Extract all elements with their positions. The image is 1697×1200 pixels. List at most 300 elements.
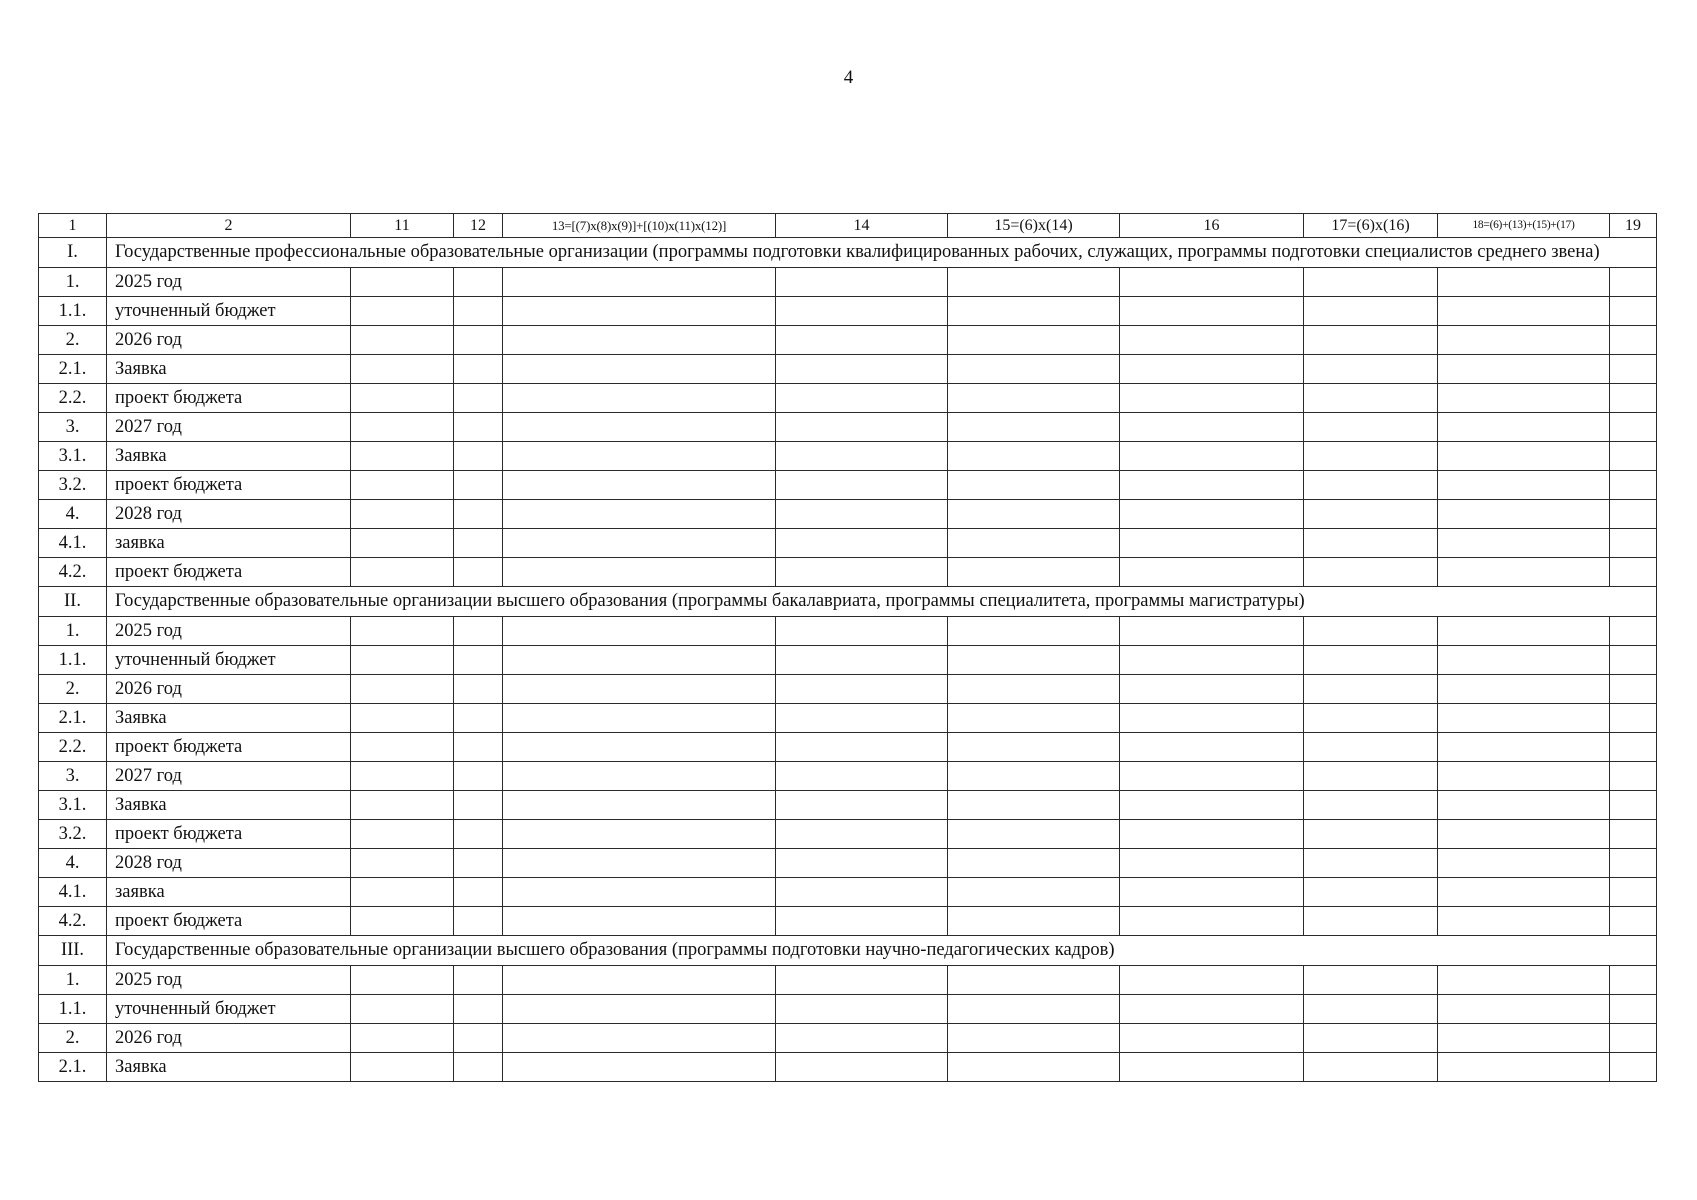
value-cell xyxy=(776,297,948,326)
value-cell xyxy=(454,413,503,442)
value-cell xyxy=(1120,675,1304,704)
table-header xyxy=(39,214,1657,238)
value-cell xyxy=(948,646,1120,675)
value-cell xyxy=(454,529,503,558)
row-label: проект бюджета xyxy=(107,384,351,413)
value-cell xyxy=(1438,878,1610,907)
value-cell xyxy=(503,966,776,995)
value-cell xyxy=(1304,617,1438,646)
value-cell xyxy=(351,820,454,849)
value-cell xyxy=(1610,384,1657,413)
table-row xyxy=(39,355,1657,384)
value-cell xyxy=(503,326,776,355)
value-cell xyxy=(948,471,1120,500)
value-cell xyxy=(454,1024,503,1053)
column-header: 14 xyxy=(776,214,948,238)
value-cell xyxy=(1304,966,1438,995)
value-cell xyxy=(948,442,1120,471)
value-cell xyxy=(351,704,454,733)
column-header: 16 xyxy=(1120,214,1304,238)
value-cell xyxy=(1610,704,1657,733)
value-cell xyxy=(948,355,1120,384)
value-cell xyxy=(1438,268,1610,297)
value-cell xyxy=(503,384,776,413)
value-cell xyxy=(1120,704,1304,733)
page-number: 4 xyxy=(843,67,854,88)
value-cell xyxy=(1610,995,1657,1024)
value-cell xyxy=(948,907,1120,936)
table-row xyxy=(39,762,1657,791)
row-label: 2025 год xyxy=(107,617,351,646)
value-cell xyxy=(1610,442,1657,471)
value-cell xyxy=(351,384,454,413)
value-cell xyxy=(1120,355,1304,384)
row-label: 2027 год xyxy=(107,413,351,442)
value-cell xyxy=(454,355,503,384)
value-cell xyxy=(1438,733,1610,762)
table-row xyxy=(39,413,1657,442)
value-cell xyxy=(776,1024,948,1053)
value-cell xyxy=(1438,471,1610,500)
value-cell xyxy=(1120,762,1304,791)
section-numeral: III. xyxy=(39,936,107,966)
value-cell xyxy=(503,500,776,529)
value-cell xyxy=(1438,413,1610,442)
row-label: Заявка xyxy=(107,1053,351,1082)
header-row xyxy=(39,214,1657,238)
value-cell xyxy=(351,966,454,995)
value-cell xyxy=(1438,820,1610,849)
value-cell xyxy=(351,617,454,646)
table-row xyxy=(39,471,1657,500)
value-cell xyxy=(1438,500,1610,529)
table-row xyxy=(39,995,1657,1024)
value-cell xyxy=(1438,529,1610,558)
row-label: заявка xyxy=(107,529,351,558)
value-cell xyxy=(1120,820,1304,849)
value-cell xyxy=(503,558,776,587)
section-title: Государственные образовательные организации высшего образования (программы подготовки научно-педагогических кадров) xyxy=(107,936,1657,966)
table-row xyxy=(39,326,1657,355)
row-number: 1.1. xyxy=(39,297,107,326)
value-cell xyxy=(503,675,776,704)
value-cell xyxy=(948,675,1120,704)
value-cell xyxy=(948,413,1120,442)
value-cell xyxy=(503,995,776,1024)
table-row xyxy=(39,268,1657,297)
value-cell xyxy=(1120,413,1304,442)
row-label: 2027 год xyxy=(107,762,351,791)
row-label: 2025 год xyxy=(107,268,351,297)
row-label: уточненный бюджет xyxy=(107,995,351,1024)
row-number: 4. xyxy=(39,500,107,529)
value-cell xyxy=(503,268,776,297)
value-cell xyxy=(351,675,454,704)
table-row xyxy=(39,1053,1657,1082)
value-cell xyxy=(1610,529,1657,558)
row-number: 3.1. xyxy=(39,791,107,820)
value-cell xyxy=(1304,849,1438,878)
table-row xyxy=(39,704,1657,733)
row-number: 2.1. xyxy=(39,1053,107,1082)
value-cell xyxy=(1438,704,1610,733)
table-row xyxy=(39,791,1657,820)
value-cell xyxy=(351,326,454,355)
row-number: 1. xyxy=(39,268,107,297)
value-cell xyxy=(454,675,503,704)
value-cell xyxy=(1120,907,1304,936)
value-cell xyxy=(351,558,454,587)
table-row xyxy=(39,820,1657,849)
row-number: 3.1. xyxy=(39,442,107,471)
row-number: 2.1. xyxy=(39,704,107,733)
value-cell xyxy=(351,1024,454,1053)
value-cell xyxy=(454,704,503,733)
value-cell xyxy=(454,617,503,646)
value-cell xyxy=(1438,326,1610,355)
value-cell xyxy=(948,762,1120,791)
row-number: 4.1. xyxy=(39,529,107,558)
row-label: 2026 год xyxy=(107,675,351,704)
value-cell xyxy=(948,966,1120,995)
value-cell xyxy=(1610,762,1657,791)
value-cell xyxy=(503,646,776,675)
value-cell xyxy=(351,791,454,820)
value-cell xyxy=(1120,471,1304,500)
row-number: 3.2. xyxy=(39,471,107,500)
row-number: 2.2. xyxy=(39,384,107,413)
value-cell xyxy=(454,442,503,471)
value-cell xyxy=(1120,1053,1304,1082)
value-cell xyxy=(351,500,454,529)
value-cell xyxy=(503,762,776,791)
value-cell xyxy=(503,529,776,558)
value-cell xyxy=(1120,297,1304,326)
value-cell xyxy=(351,297,454,326)
row-number: 4.2. xyxy=(39,907,107,936)
value-cell xyxy=(1304,355,1438,384)
value-cell xyxy=(1304,907,1438,936)
value-cell xyxy=(351,442,454,471)
value-cell xyxy=(503,1053,776,1082)
row-number: 1. xyxy=(39,966,107,995)
value-cell xyxy=(776,646,948,675)
value-cell xyxy=(948,297,1120,326)
value-cell xyxy=(1120,646,1304,675)
column-header: 19 xyxy=(1610,214,1657,238)
value-cell xyxy=(1438,849,1610,878)
column-header: 15=(6)x(14) xyxy=(948,214,1120,238)
value-cell xyxy=(1120,500,1304,529)
value-cell xyxy=(776,849,948,878)
value-cell xyxy=(776,384,948,413)
row-label: 2026 год xyxy=(107,1024,351,1053)
value-cell xyxy=(776,733,948,762)
row-label: 2028 год xyxy=(107,849,351,878)
value-cell xyxy=(948,529,1120,558)
value-cell xyxy=(1438,791,1610,820)
value-cell xyxy=(503,442,776,471)
value-cell xyxy=(1610,733,1657,762)
value-cell xyxy=(948,1024,1120,1053)
value-cell xyxy=(503,907,776,936)
value-cell xyxy=(948,558,1120,587)
value-cell xyxy=(503,413,776,442)
value-cell xyxy=(503,733,776,762)
value-cell xyxy=(1120,326,1304,355)
section-numeral: I. xyxy=(39,238,107,268)
value-cell xyxy=(1610,646,1657,675)
value-cell xyxy=(1304,268,1438,297)
value-cell xyxy=(351,995,454,1024)
column-header: 13=[(7)x(8)x(9)]+[(10)x(11)x(12)] xyxy=(503,214,776,238)
row-number: 2.2. xyxy=(39,733,107,762)
value-cell xyxy=(1610,966,1657,995)
value-cell xyxy=(776,675,948,704)
value-cell xyxy=(1438,442,1610,471)
section-title: Государственные профессиональные образовательные организации (программы подготовки квалифицированных рабочих, служащих, программы подготовки специалистов среднего звена) xyxy=(107,238,1657,268)
row-label: уточненный бюджет xyxy=(107,646,351,675)
table-row xyxy=(39,1024,1657,1053)
value-cell xyxy=(351,762,454,791)
value-cell xyxy=(776,791,948,820)
row-label: 2025 год xyxy=(107,966,351,995)
row-label: проект бюджета xyxy=(107,471,351,500)
table-row xyxy=(39,966,1657,995)
value-cell xyxy=(776,471,948,500)
value-cell xyxy=(1120,791,1304,820)
table-row xyxy=(39,617,1657,646)
value-cell xyxy=(454,791,503,820)
table-row xyxy=(39,878,1657,907)
row-number: 1. xyxy=(39,617,107,646)
value-cell xyxy=(454,820,503,849)
value-cell xyxy=(776,500,948,529)
value-cell xyxy=(503,878,776,907)
value-cell xyxy=(776,268,948,297)
row-number: 1.1. xyxy=(39,995,107,1024)
row-label: 2026 год xyxy=(107,326,351,355)
value-cell xyxy=(503,704,776,733)
column-header: 12 xyxy=(454,214,503,238)
row-label: проект бюджета xyxy=(107,558,351,587)
value-cell xyxy=(1120,733,1304,762)
row-label: проект бюджета xyxy=(107,820,351,849)
row-number: 3. xyxy=(39,762,107,791)
value-cell xyxy=(1610,471,1657,500)
column-header: 18=(6)+(13)+(15)+(17) xyxy=(1438,214,1610,238)
value-cell xyxy=(351,733,454,762)
value-cell xyxy=(503,820,776,849)
value-cell xyxy=(1438,646,1610,675)
value-cell xyxy=(351,849,454,878)
value-cell xyxy=(454,558,503,587)
value-cell xyxy=(776,413,948,442)
section-numeral: II. xyxy=(39,587,107,617)
value-cell xyxy=(1610,675,1657,704)
value-cell xyxy=(1120,1024,1304,1053)
value-cell xyxy=(454,500,503,529)
table-row xyxy=(39,675,1657,704)
row-number: 4. xyxy=(39,849,107,878)
value-cell xyxy=(948,733,1120,762)
value-cell xyxy=(1610,413,1657,442)
value-cell xyxy=(1438,966,1610,995)
value-cell xyxy=(776,617,948,646)
value-cell xyxy=(1438,1053,1610,1082)
value-cell xyxy=(351,1053,454,1082)
value-cell xyxy=(948,995,1120,1024)
value-cell xyxy=(1438,384,1610,413)
value-cell xyxy=(1610,791,1657,820)
value-cell xyxy=(454,646,503,675)
value-cell xyxy=(1438,1024,1610,1053)
value-cell xyxy=(503,849,776,878)
value-cell xyxy=(776,762,948,791)
value-cell xyxy=(1610,500,1657,529)
row-number: 2. xyxy=(39,1024,107,1053)
row-label: Заявка xyxy=(107,355,351,384)
section-title: Государственные образовательные организации высшего образования (программы бакалавриата, программы специалитета, программы магистратуры) xyxy=(107,587,1657,617)
value-cell xyxy=(948,617,1120,646)
value-cell xyxy=(948,849,1120,878)
value-cell xyxy=(454,762,503,791)
value-cell xyxy=(503,297,776,326)
budget-table xyxy=(38,213,1657,1082)
table-row xyxy=(39,907,1657,936)
value-cell xyxy=(1120,442,1304,471)
value-cell xyxy=(351,529,454,558)
value-cell xyxy=(1610,907,1657,936)
value-cell xyxy=(776,995,948,1024)
value-cell xyxy=(776,704,948,733)
value-cell xyxy=(454,907,503,936)
value-cell xyxy=(1304,558,1438,587)
value-cell xyxy=(503,355,776,384)
value-cell xyxy=(454,297,503,326)
value-cell xyxy=(1304,529,1438,558)
value-cell xyxy=(1120,878,1304,907)
value-cell xyxy=(948,878,1120,907)
table-row xyxy=(39,500,1657,529)
value-cell xyxy=(1304,384,1438,413)
value-cell xyxy=(776,529,948,558)
value-cell xyxy=(1120,529,1304,558)
value-cell xyxy=(1304,1053,1438,1082)
value-cell xyxy=(1304,646,1438,675)
row-number: 2. xyxy=(39,675,107,704)
value-cell xyxy=(1120,617,1304,646)
value-cell xyxy=(1304,791,1438,820)
value-cell xyxy=(1120,995,1304,1024)
table-row xyxy=(39,529,1657,558)
value-cell xyxy=(776,966,948,995)
value-cell xyxy=(454,471,503,500)
row-number: 3. xyxy=(39,413,107,442)
row-number: 4.1. xyxy=(39,878,107,907)
value-cell xyxy=(1438,558,1610,587)
value-cell xyxy=(1120,849,1304,878)
value-cell xyxy=(1304,733,1438,762)
value-cell xyxy=(1438,297,1610,326)
value-cell xyxy=(776,355,948,384)
value-cell xyxy=(1304,995,1438,1024)
row-label: 2028 год xyxy=(107,500,351,529)
value-cell xyxy=(1610,297,1657,326)
value-cell xyxy=(454,733,503,762)
value-cell xyxy=(454,384,503,413)
table-row xyxy=(39,558,1657,587)
row-number: 2.1. xyxy=(39,355,107,384)
value-cell xyxy=(1610,268,1657,297)
value-cell xyxy=(1304,471,1438,500)
value-cell xyxy=(948,1053,1120,1082)
value-cell xyxy=(454,849,503,878)
table-body xyxy=(39,238,1657,1082)
table-row xyxy=(39,646,1657,675)
value-cell xyxy=(1610,820,1657,849)
row-label: Заявка xyxy=(107,704,351,733)
value-cell xyxy=(1304,675,1438,704)
value-cell xyxy=(1304,1024,1438,1053)
row-number: 4.2. xyxy=(39,558,107,587)
value-cell xyxy=(1120,384,1304,413)
value-cell xyxy=(948,268,1120,297)
value-cell xyxy=(1610,849,1657,878)
section-heading-row xyxy=(39,587,1657,617)
value-cell xyxy=(948,384,1120,413)
value-cell xyxy=(948,500,1120,529)
row-number: 1.1. xyxy=(39,646,107,675)
value-cell xyxy=(503,617,776,646)
value-cell xyxy=(503,1024,776,1053)
value-cell xyxy=(351,471,454,500)
value-cell xyxy=(1610,878,1657,907)
value-cell xyxy=(454,878,503,907)
value-cell xyxy=(351,878,454,907)
value-cell xyxy=(948,704,1120,733)
row-label: проект бюджета xyxy=(107,733,351,762)
value-cell xyxy=(503,791,776,820)
table-row xyxy=(39,384,1657,413)
value-cell xyxy=(454,268,503,297)
value-cell xyxy=(351,355,454,384)
value-cell xyxy=(776,878,948,907)
value-cell xyxy=(1438,907,1610,936)
row-label: Заявка xyxy=(107,791,351,820)
section-heading-row xyxy=(39,238,1657,268)
value-cell xyxy=(776,820,948,849)
value-cell xyxy=(454,326,503,355)
value-cell xyxy=(776,442,948,471)
row-label: Заявка xyxy=(107,442,351,471)
value-cell xyxy=(1304,413,1438,442)
value-cell xyxy=(454,1053,503,1082)
value-cell xyxy=(1304,762,1438,791)
value-cell xyxy=(351,413,454,442)
column-header: 17=(6)x(16) xyxy=(1304,214,1438,238)
column-header: 11 xyxy=(351,214,454,238)
value-cell xyxy=(1304,878,1438,907)
value-cell xyxy=(1438,355,1610,384)
value-cell xyxy=(351,268,454,297)
row-number: 2. xyxy=(39,326,107,355)
row-label: проект бюджета xyxy=(107,907,351,936)
value-cell xyxy=(1610,558,1657,587)
value-cell xyxy=(776,326,948,355)
column-header: 2 xyxy=(107,214,351,238)
value-cell xyxy=(1438,675,1610,704)
